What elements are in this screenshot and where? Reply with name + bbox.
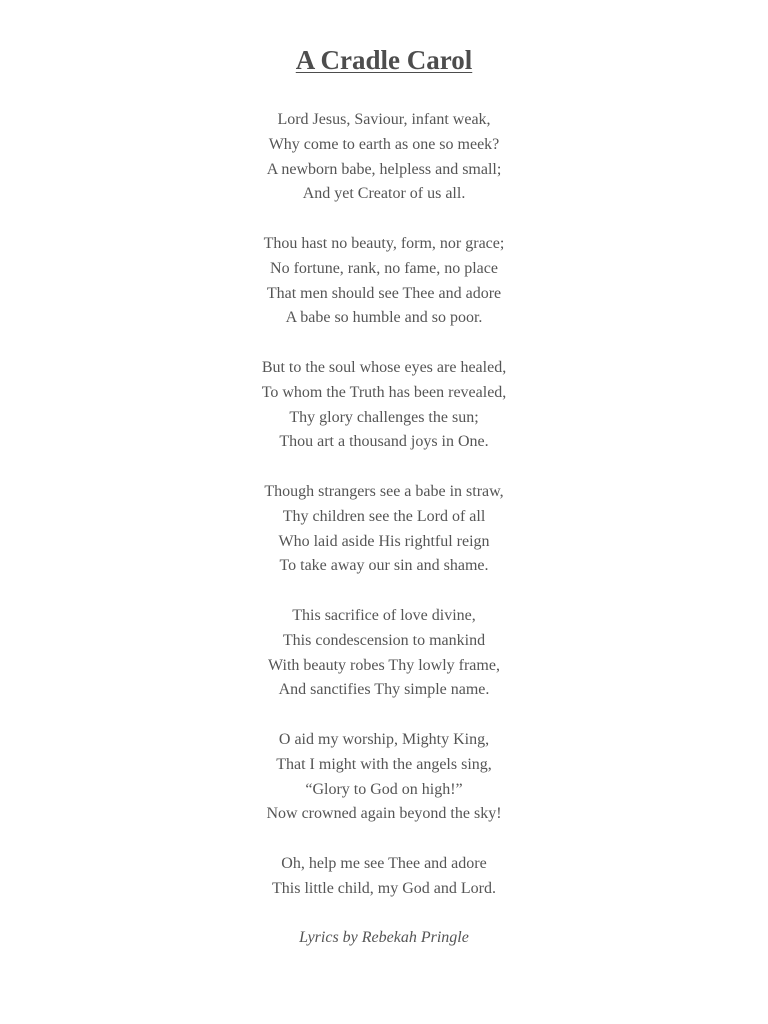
stanza	[0, 852, 768, 902]
poem-line: That men should see Thee and adore	[266, 284, 502, 302]
poem-line: To whom the Truth has been revealed,	[261, 383, 507, 401]
poem-line: This condescension to mankind	[282, 631, 486, 649]
poem-line: A babe so humble and so poor.	[285, 309, 483, 327]
stanza	[0, 480, 768, 579]
poem-line: And sanctifies Thy simple name.	[278, 681, 490, 699]
poem-line: That I might with the angels sing,	[276, 755, 492, 773]
poem-line: But to the soul whose eyes are healed,	[261, 358, 507, 376]
poem-line: Oh, help me see Thee and adore	[281, 854, 487, 872]
poem-line: This little child, my God and Lord.	[272, 879, 496, 897]
poem-line: Thou hast no beauty, form, nor grace;	[263, 234, 505, 252]
stanza	[0, 108, 768, 207]
poem-body	[0, 108, 768, 951]
poem-title: A Cradle Carol	[295, 45, 473, 75]
poem-line: Lord Jesus, Saviour, infant weak,	[277, 111, 491, 128]
poem-line: This sacrifice of love divine,	[292, 606, 476, 624]
poem-line: Now crowned again beyond the sky!	[266, 805, 502, 823]
poem-line: Who laid aside His rightful reign	[278, 532, 490, 550]
poem-line: And yet Creator of us all.	[302, 185, 466, 203]
poem-line: Thy glory challenges the sun;	[289, 408, 479, 426]
poem-line: A newborn babe, helpless and small;	[266, 160, 502, 178]
lyrics-credit: Lyrics by Rebekah Pringle	[299, 929, 469, 947]
poem-line: With beauty robes Thy lowly frame,	[268, 656, 500, 674]
stanza	[0, 232, 768, 331]
poem-line: O aid my worship, Mighty King,	[278, 730, 490, 748]
poem-line: No fortune, rank, no fame, no place	[270, 259, 498, 277]
poem-line: Thou art a thousand joys in One.	[279, 433, 489, 451]
poem-line: “Glory to God on high!”	[305, 780, 463, 798]
stanza	[0, 356, 768, 455]
poem-line: Why come to earth as one so meek?	[268, 135, 500, 153]
poem-line: Though strangers see a babe in straw,	[264, 482, 504, 500]
poem-line: Thy children see the Lord of all	[282, 507, 486, 525]
poem-line: To take away our sin and shame.	[279, 557, 489, 575]
stanza	[0, 604, 768, 703]
stanza	[0, 728, 768, 827]
